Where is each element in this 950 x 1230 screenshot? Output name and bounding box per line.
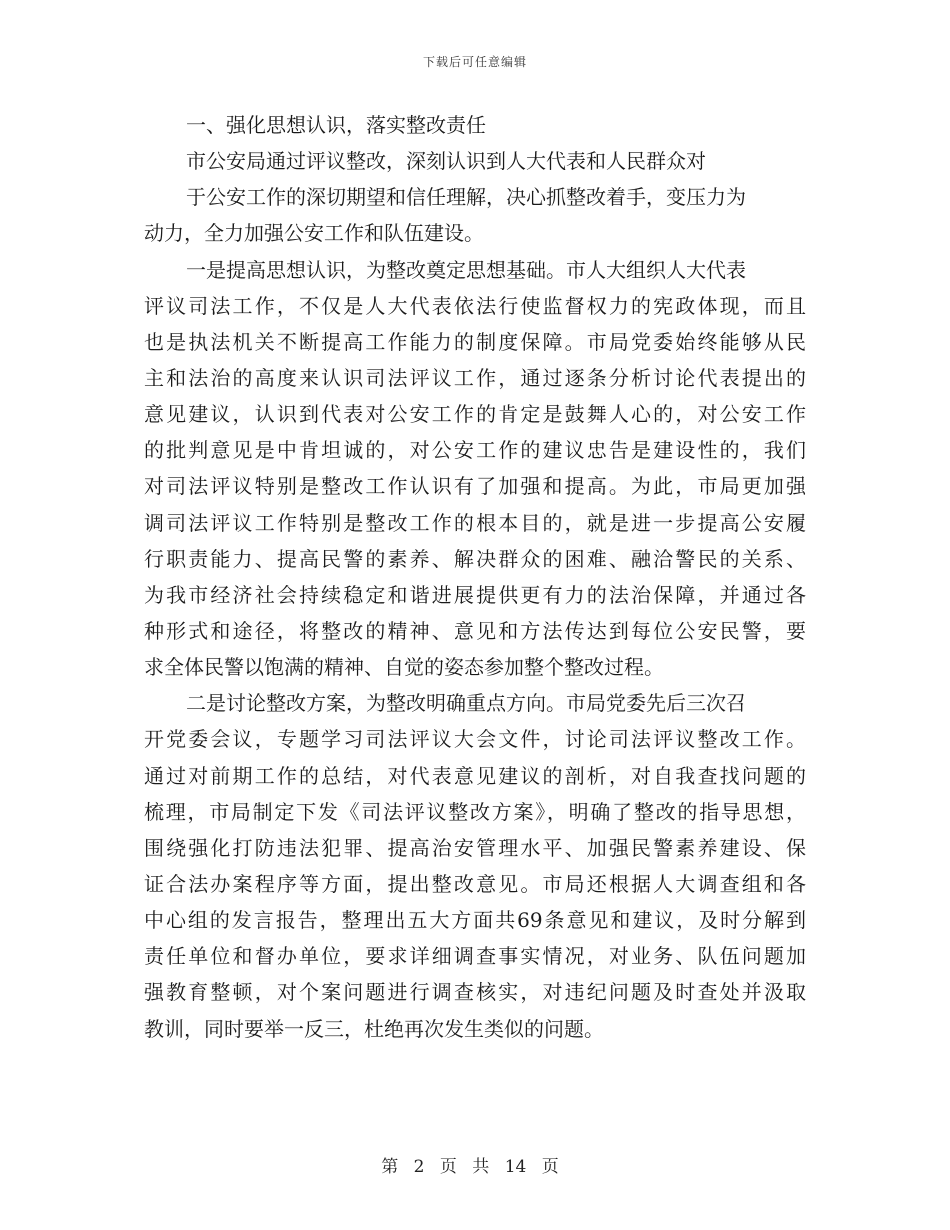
text-line: 于公安工作的深切期望和信任理解，决心抓整改着手，变压力为 bbox=[186, 185, 746, 210]
text-line: 动力，全力加强公安工作和队伍建设。 bbox=[144, 221, 484, 246]
page-footer bbox=[0, 1152, 950, 1177]
text-line: 围绕强化打防违法犯罪、提高治安管理水平、加强民警素养建设、保 bbox=[144, 835, 806, 860]
text-line: 责任单位和督办单位，要求详细调查事实情况，对业务、队伍问题加 bbox=[144, 944, 806, 969]
text-line: 也是执法机关不断提高工作能力的制度保障。市局党委始终能够从民 bbox=[144, 329, 806, 354]
text-line: 行职责能力、提高民警的素养、解决群众的困难、融洽警民的关系、 bbox=[144, 546, 806, 571]
document-body bbox=[144, 107, 806, 1047]
text-line: 主和法治的高度来认识司法评议工作，通过逐条分析讨论代表提出的 bbox=[144, 365, 806, 390]
page-header: 下载后可任意编辑 bbox=[422, 55, 527, 69]
text-line: 对司法评议特别是整改工作认识有了加强和提高。为此，市局更加强 bbox=[144, 474, 806, 499]
text-line: 中心组的发言报告，整理出五大方面共69条意见和建议，及时分解到 bbox=[144, 908, 806, 933]
footer-current-page: 2 bbox=[413, 1157, 425, 1177]
text-line: 的批判意见是中肯坦诚的，对公安工作的建议忠告是建设性的，我们 bbox=[144, 438, 806, 463]
footer-suffix: 页 bbox=[541, 1157, 559, 1177]
text-line: 评议司法工作，不仅是人大代表依法行使监督权力的宪政体现，而且 bbox=[144, 293, 806, 318]
text-line: 二是讨论整改方案，为整改明确重点方向。市局党委先后三次召 bbox=[186, 691, 746, 716]
text-line: 市公安局通过评议整改，深刻认识到人大代表和人民群众对 bbox=[186, 149, 706, 174]
text-line: 调司法评议工作特别是整改工作的根本目的，就是进一步提高公安履 bbox=[144, 510, 806, 535]
text-line: 求全体民警以饱满的精神、自觉的姿态参加整个整改过程。 bbox=[144, 655, 664, 680]
footer-total-pages: 14 bbox=[504, 1157, 527, 1177]
text-line: 意见建议，认识到代表对公安工作的肯定是鼓舞人心的，对公安工作 bbox=[144, 402, 806, 427]
text-line: 为我市经济社会持续稳定和谐进展提供更有力的法治保障，并通过各 bbox=[144, 582, 806, 607]
text-line: 一是提高思想认识，为整改奠定思想基础。市人大组织人大代表 bbox=[186, 257, 746, 282]
text-line: 开党委会议，专题学习司法评议大会文件，讨论司法评议整改工作。 bbox=[144, 727, 806, 752]
text-line: 种形式和途径，将整改的精神、意见和方法传达到每位公安民警，要 bbox=[144, 618, 806, 643]
footer-page-word: 页 bbox=[439, 1157, 457, 1177]
text-line: 强教育整顿，对个案问题进行调查核实，对违纪问题及时查处并汲取 bbox=[144, 980, 806, 1005]
footer-total-word: 共 bbox=[472, 1157, 490, 1177]
footer-prefix: 第 bbox=[381, 1157, 399, 1177]
text-line: 证合法办案程序等方面，提出整改意见。市局还根据人大调查组和各 bbox=[144, 871, 806, 896]
text-line: 梳理，市局制定下发《司法评议整改方案》，明确了整改的指导思想， bbox=[144, 799, 806, 824]
text-line: 通过对前期工作的总结，对代表意见建议的剖析，对自我查找问题的 bbox=[144, 763, 806, 788]
text-line: 一、强化思想认识，落实整改责任 bbox=[186, 113, 486, 137]
text-line: 教训，同时要举一反三，杜绝再次发生类似的问题。 bbox=[144, 1016, 604, 1041]
